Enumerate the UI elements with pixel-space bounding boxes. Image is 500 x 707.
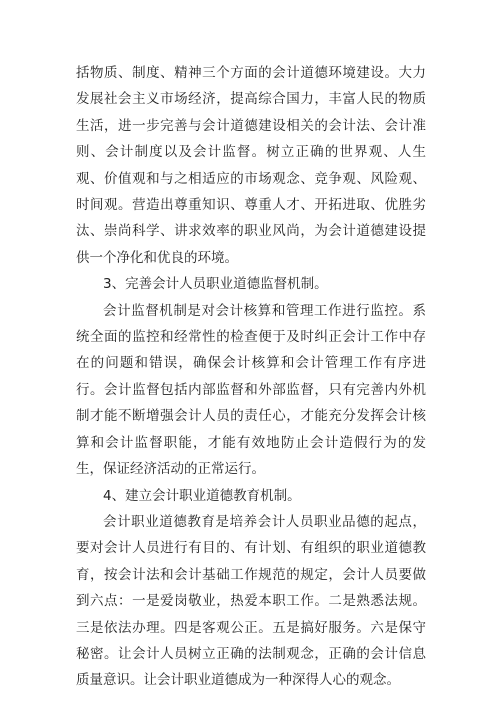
paragraph-education-mechanism: 会计职业道德教育是培养会计人员职业品德的起点，要对会计人员进行有目的、有计划、有组织的职业道德教育，按会计法和会计基础工作规范的规定，会计人员要做到六点：一是爱岗敬业，热爱本职工作。二是熟悉法规。三是依法办理。四是客观公正。五是搞好服务。六是保守秘密。让会计人员树立正确的法制观念，正确的会计信息质量意识。让会计职业道德成为一种深得人心的观念。 (76, 513, 426, 689)
document-body (76, 60, 426, 694)
heading-supervision-mechanism: 3、完善会计人员职业道德监督机制。 (103, 276, 328, 293)
paragraph-environment-construction: 括物质、制度、精神三个方面的会计道德环境建设。大力发展社会主义市场经济，提高综合国力，丰富人民的物质生活，进一步完善与会计道德建设相关的会计法、会计准则、会计制度以及会计监督。树立正确的世界观、人生观、价值观和与之相适应的市场观念、竞争观、风险观、时间观。营造出尊重知识、尊重人才、开拓进取、优胜劣汰、崇尚科学、讲求效率的职业风尚，为会计道德建设提供一个净化和优良的环境。 (76, 65, 426, 266)
heading-education-mechanism: 4、建立会计职业道德教育机制。 (103, 487, 301, 504)
paragraph-supervision-mechanism: 会计监督机制是对会计核算和管理工作进行监控。系统全面的监控和经常性的检查便于及时纠正会计工作中存在的问题和错误，确保会计核算和会计管理工作有序进行。会计监督包括内部监督和外部监督，只有完善内外机制才能不断增强会计人员的责任心，才能充分发挥会计核算和会计监督职能，才能有效地防止会计造假行为的发生，保证经济活动的正常运行。 (76, 302, 426, 478)
